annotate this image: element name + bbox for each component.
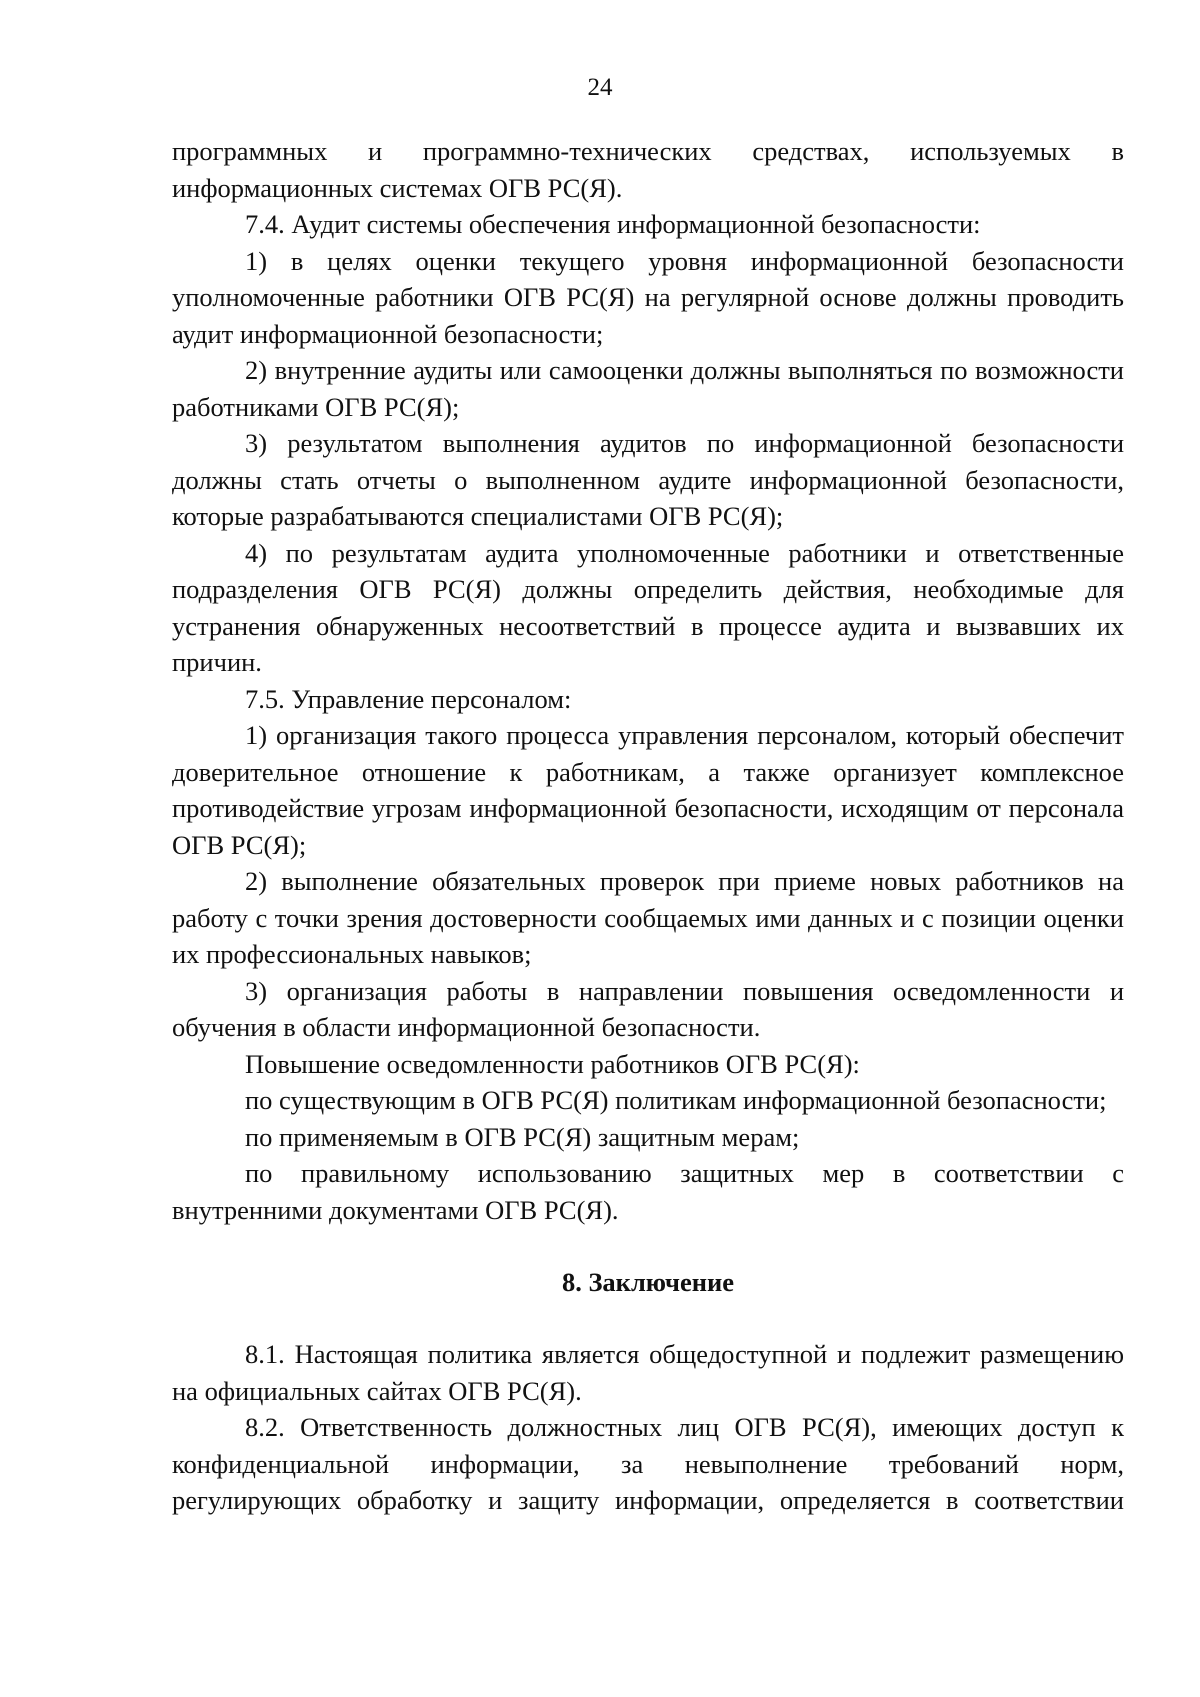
- paragraph: 2) внутренние аудиты или самооценки должны выполняться по возможности работниками ОГВ РС(Я);: [172, 355, 1124, 422]
- paragraph: 8.1. Настоящая политика является общедоступной и подлежит размещению на официальных сайтах ОГВ РС(Я).: [172, 1339, 1124, 1406]
- paragraph: 1) организация такого процесса управления персоналом, который обеспечит доверительное отношение к работникам, а также организует комплексное противодействие угрозам информационной безопасности, исходящим от персонала ОГВ РС(Я);: [172, 720, 1124, 860]
- paragraph: по применяемым в ОГВ РС(Я) защитным мерам;: [245, 1121, 800, 1152]
- paragraph: 7.5. Управление персоналом:: [245, 683, 572, 714]
- paragraph: по правильному использованию защитных мер в соответствии с внутренними документами ОГВ РС(Я).: [172, 1158, 1124, 1225]
- section-heading: 8. Заключение: [561, 1267, 735, 1297]
- document-body: [172, 133, 1124, 1519]
- page-number: 24: [587, 74, 613, 101]
- paragraph: 3) результатом выполнения аудитов по информационной безопасности должны стать отчеты о выполненном аудите информационной безопасности, которые разрабатываются специалистами ОГВ РС(Я);: [172, 428, 1124, 531]
- paragraph: Повышение осведомленности работников ОГВ РС(Я):: [245, 1048, 860, 1079]
- paragraph-continued: 8.2. Ответственность должностных лиц ОГВ РС(Я), имеющих доступ к конфиденциальной информации, за невыполнение требований норм, регулирующих обработку и защиту информации, определяется в соответствии: [172, 1412, 1124, 1515]
- paragraph: по существующим в ОГВ РС(Я) политикам информационной безопасности;: [245, 1085, 1107, 1115]
- paragraph: 2) выполнение обязательных проверок при приеме новых работников на работу с точки зрения достоверности сообщаемых ими данных и с позиции оценки их профессиональных навыков;: [172, 866, 1124, 969]
- paragraph: 4) по результатам аудита уполномоченные работники и ответственные подразделения ОГВ РС(Я) должны определить действия, необходимые для устранения обнаруженных несоответствий в процессе аудита и вызвавших их причин.: [172, 537, 1124, 677]
- paragraph: программных и программно-технических средствах, используемых в информационных системах ОГВ РС(Я).: [172, 136, 1124, 203]
- paragraph: 1) в целях оценки текущего уровня информационной безопасности уполномоченные работники ОГВ РС(Я) на регулярной основе должны проводить аудит информационной безопасности;: [172, 245, 1124, 349]
- paragraph: 3) организация работы в направлении повышения осведомленности и обучения в области информационной безопасности.: [172, 975, 1124, 1042]
- paragraph: 7.4. Аудит системы обеспечения информационной безопасности:: [245, 209, 981, 239]
